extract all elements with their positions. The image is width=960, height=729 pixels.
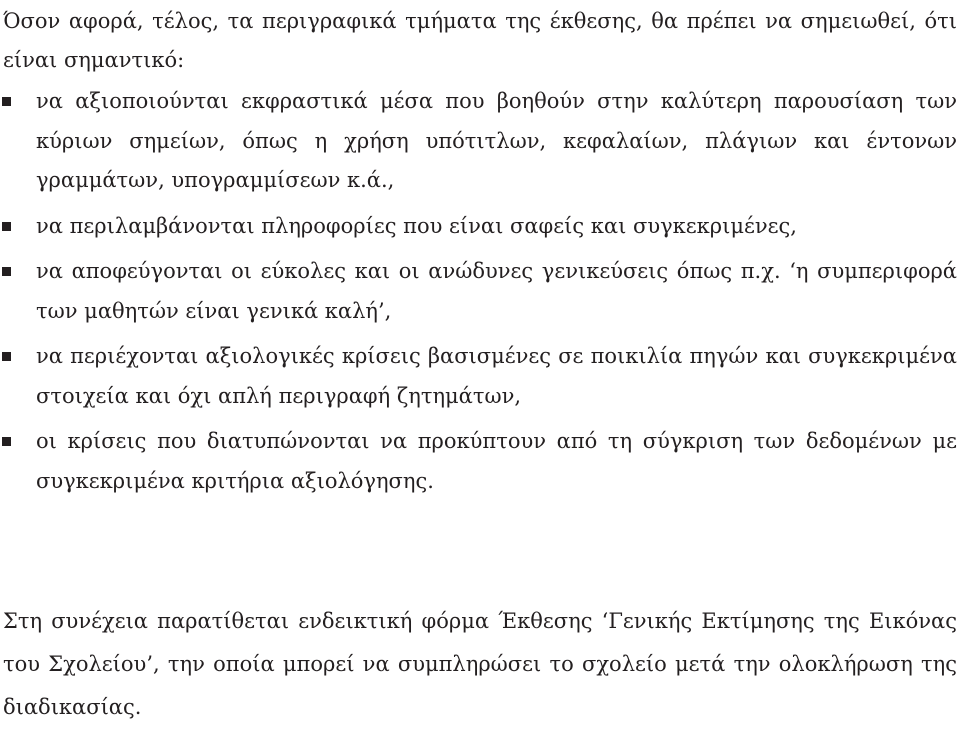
list-item: [0, 422, 960, 501]
list-item-text: να περιέχονται αξιολογικές κρίσεις βασισμένες σε ποικιλία πηγών και συγκεκριμένα στοιχεία και όχι απλή περιγραφή ζητημάτων,: [36, 344, 957, 408]
bullet-list: [0, 82, 960, 507]
square-bullet-icon: [2, 267, 11, 276]
list-item: [0, 337, 960, 416]
square-bullet-icon: [2, 222, 11, 231]
list-item: [0, 207, 960, 247]
list-item: [0, 252, 960, 331]
square-bullet-icon: [2, 97, 11, 106]
list-item-text: οι κρίσεις που διατυπώνονται να προκύπτουν από τη σύγκριση των δεδομένων με συγκεκριμένα κριτήρια αξιολόγησης.: [36, 429, 957, 493]
list-item: [0, 82, 960, 201]
intro-paragraph: Όσον αφορά, τέλος, τα περιγραφικά τμήματα της έκθεσης, θα πρέπει να σημειωθεί, ότι είναι σημαντικό:: [3, 9, 957, 72]
square-bullet-icon: [2, 352, 11, 361]
list-item-text: να περιλαμβάνονται πληροφορίες που είναι σαφείς και συγκεκριμένες,: [36, 213, 797, 238]
list-item-text: να αποφεύγονται οι εύκολες και οι ανώδυνες γενικεύσεις όπως π.χ. ‘η συμπεριφορά των μαθητών είναι γενικά καλή’,: [36, 259, 957, 323]
closing-paragraph: Στη συνέχεια παρατίθεται ενδεικτική φόρμα Έκθεσης ‘Γενικής Εκτίμησης της Εικόνας του Σχολείου’, την οποία μπορεί να συμπληρώσει το σχολείο μετά την ολοκλήρωση της διαδικασίας.: [3, 609, 957, 719]
list-item-text: να αξιοποιούνται εκφραστικά μέσα που βοηθούν στην καλύτερη παρουσίαση των κύριων σημείων, όπως η χρήση υπότιτλων, κεφαλαίων, πλάγιων και έντονων γραμμάτων, υπογραμμίσεων κ.ά.,: [36, 89, 957, 192]
square-bullet-icon: [2, 437, 11, 446]
